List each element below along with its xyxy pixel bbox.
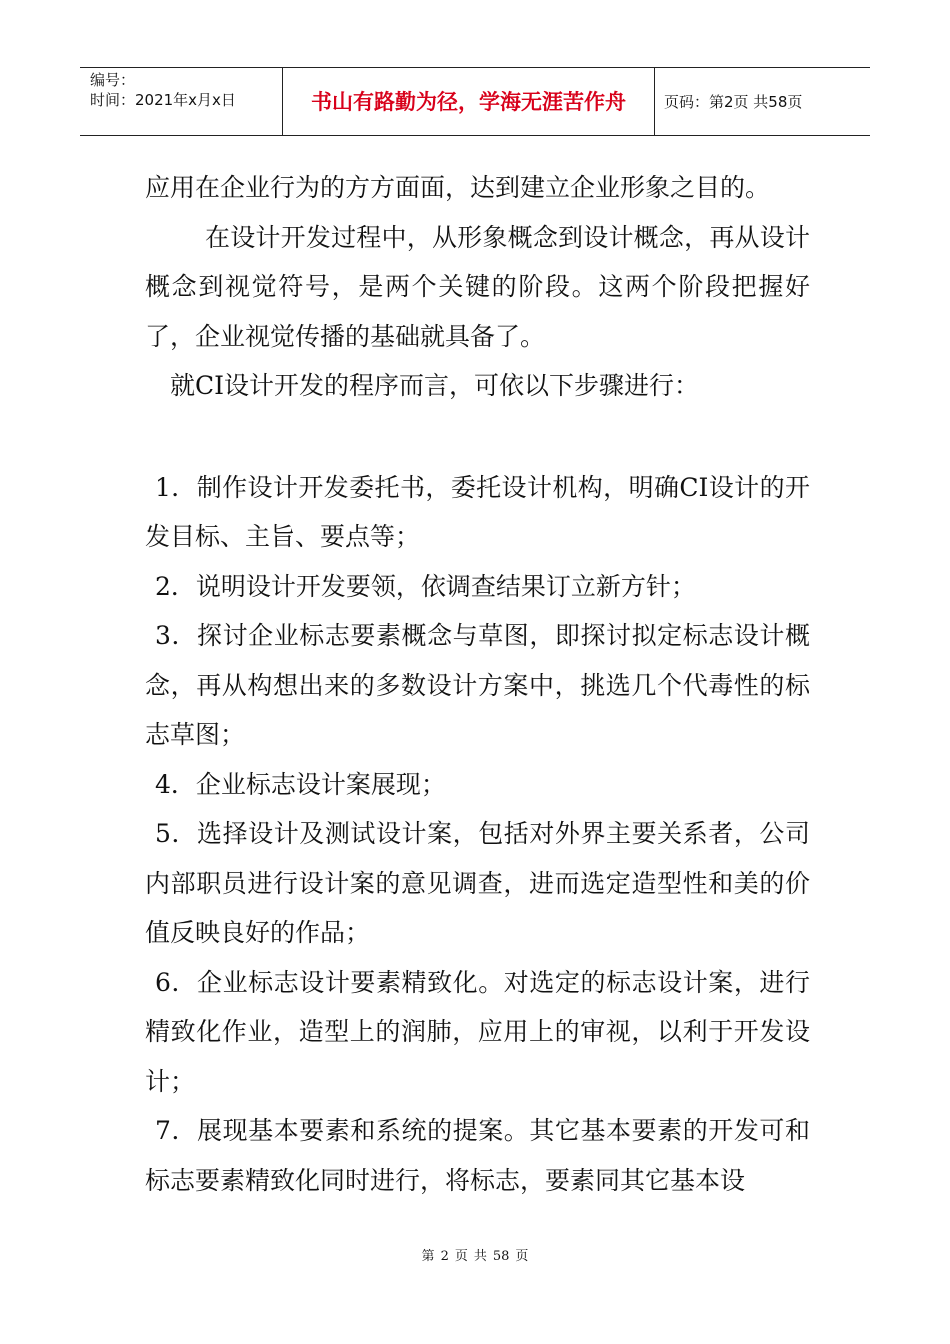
blank-line: [145, 411, 810, 463]
number-label: 编号：: [90, 71, 136, 89]
paragraph-continuation: 应用在企业行为的方方面面，达到建立企业形象之目的。: [145, 173, 771, 202]
header-page-info: 页码：第2页 共58页: [664, 92, 803, 111]
step-item-1: 1．制作设计开发委托书，委托设计机构，明确CI设计的开发目标、主旨、要点等；: [145, 472, 810, 551]
paragraph-steps-intro: 就CI设计开发的程序而言，可依以下步骤进行：: [170, 371, 700, 400]
footer-total-num: 58: [492, 1249, 510, 1264]
footer-total-prefix: 共: [473, 1249, 487, 1264]
step-item-7: 7．展现基本要素和系统的提案。其它基本要素的开发可和标志要素精致化同时进行，将标志，要素同其它基本设: [145, 1116, 810, 1195]
header-bottom-rule: [80, 135, 870, 136]
page-header: [80, 67, 870, 137]
time-label: 时间：2021年x月x日: [90, 91, 236, 109]
step-item-4: 4．企业标志设计案展现；: [155, 769, 446, 799]
paragraph-design-process: 在设计开发过程中，从形象概念到设计概念，再从设计概念到视觉符号，是两个关键的阶段。这两个阶段把握好了，企业视觉传播的基础就具备了。: [145, 222, 810, 351]
header-divider-right: [654, 67, 655, 136]
document-body: [145, 163, 810, 1205]
footer-page-prefix: 第: [421, 1249, 435, 1264]
footer-page-num: 2: [440, 1249, 449, 1264]
step-item-3: 3．探讨企业标志要素概念与草图，即探讨拟定标志设计概念，再从构想出来的多数设计方案中，挑选几个代毒性的标志草图；: [145, 621, 810, 749]
step-item-5: 5．选择设计及测试设计案，包括对外界主要关系者，公司内部职员进行设计案的意见调查，进而选定造型性和美的价值反映良好的作品；: [145, 819, 810, 947]
step-item-2: 2．说明设计开发要领，依调查结果订立新方针；: [155, 571, 696, 601]
footer-page-unit: 页: [454, 1249, 468, 1264]
step-item-6: 6．企业标志设计要素精致化。对选定的标志设计案，进行精致化作业，造型上的润肺，应用上的审视，以利于开发设计；: [145, 967, 810, 1096]
header-motto: 书山有路勤为径，学海无涯苦作舟: [311, 90, 626, 114]
footer-total-unit: 页: [515, 1249, 529, 1264]
page-footer: [0, 1245, 950, 1264]
header-meta: [90, 70, 280, 110]
